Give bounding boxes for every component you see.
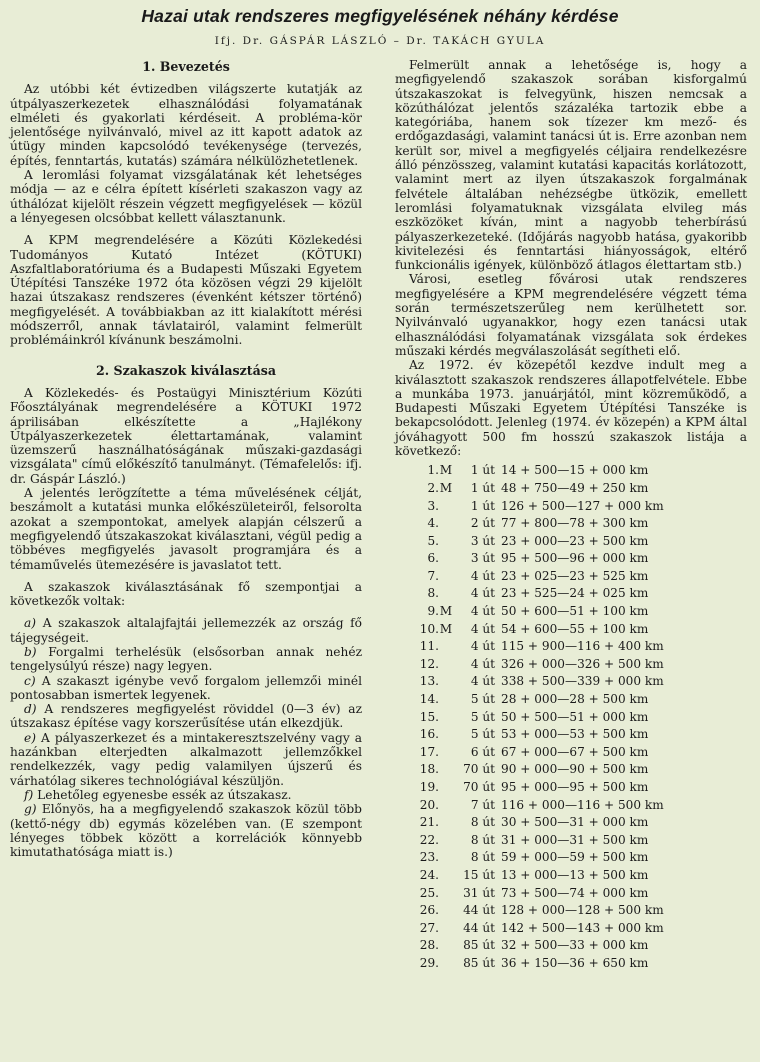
road-section-row [409,832,747,850]
road-section-row [409,744,747,762]
road-index: 17. [419,744,439,759]
road-km-range: 67 + 000—67 + 500 km [501,744,649,759]
road-motorway-mark [439,832,453,850]
criterion-letter: a) [24,616,37,631]
road-km-range: 95 + 500—96 + 000 km [501,551,649,566]
road-km-range: 115 + 900—116 + 400 km [501,639,664,654]
road-motorway-mark [439,498,453,516]
road-index: 6. [427,551,439,566]
road-km-range: 338 + 500—339 + 000 km [501,674,664,689]
paragraph: Az 1972. év közepétől kezdve indult meg a kiválasztott szakaszok rendszeres állapotfelvétele. Ebbe a munkába 1973. januárjától, mint közreműködő, a Budapesti Műszaki Egyetem Útépítési Tanszéke is bekapcsolódott. Jelenleg (1974. év közepén) a KPM által jóváhagyott 500 fm hosszú szakaszok listája a következő: [395,358,747,459]
paragraph: Az utóbbi két évtizedben világszerte kutatják az útpályaszerkezetek elhasználódási folyamatának elméleti és gyakorlati kérdéseit. A probléma-kör jelentősége nyilvánvaló, mivel az itt kapott adatok az útügy minden kapcsolódó tevékenysége (tervezés, építés, fenntartás, kutatás) számára nélkülözhetetlenek. [10,82,362,168]
road-motorway-mark [439,656,453,674]
road-section-row [409,726,747,744]
criterion-letter: f) [24,787,34,802]
road-number: 3 út [470,551,495,566]
road-section-row [409,691,747,709]
criterion-item [10,674,362,703]
road-number: 85 út [463,938,495,953]
road-motorway-mark: M [439,463,453,478]
criterion-text: Előnyös, ha a megfigyelendő szakaszok közül több (kettő-négy db) egymás közelében van. (E szempont lényeges többek között a korrelációk könnyebb kimutathatósága miatt is.) [10,802,362,860]
road-motorway-mark [439,920,453,938]
road-km-range: 126 + 500—127 + 000 km [501,498,664,513]
road-section-row [409,849,747,867]
road-km-range: 59 + 000—59 + 500 km [501,850,649,865]
road-index: 26. [419,903,439,918]
road-km-range: 50 + 500—51 + 000 km [501,709,649,724]
paragraph: A KPM megrendelésére a Közúti Közlekedési Tudományos Kutató Intézet (KÖTUKI) Aszfaltlaboratóriuma és a Budapesti Műszaki Egyetem Útépítési Tanszéke 1972 óta közösen végzi 29 kijelölt hazai útszakasz rendszeres (évenként kétszer történő) megfigyelését. A továbbiakban az itt kialakított mérési módszerről, annak távlatairól, valamint felmerült problémáinkról kívánunk beszámolni. [10,233,362,348]
road-motorway-mark [439,709,453,727]
road-number: 70 út [463,762,495,777]
road-motorway-mark [439,568,453,586]
road-motorway-mark [439,902,453,920]
road-section-row [409,621,747,639]
road-motorway-mark [439,797,453,815]
section-heading-introduction: 1. Bevezetés [142,59,230,74]
road-km-range: 77 + 800—78 + 300 km [501,516,649,531]
road-section-row [409,480,747,498]
road-section-row [409,797,747,815]
road-number: 5 út [470,727,495,742]
road-motorway-mark [439,849,453,867]
road-km-range: 32 + 500—33 + 000 km [501,938,649,953]
criterion-text: A szakaszok altalajfajtái jellemezzék az ország fő tájegységeit. [10,616,363,645]
road-km-range: 48 + 750—49 + 250 km [501,480,649,495]
road-number: 5 út [470,692,495,707]
road-index: 24. [419,867,439,882]
road-index: 1. [427,463,439,478]
road-section-row [409,550,747,568]
criterion-item [10,616,362,645]
road-section-row [409,867,747,885]
road-section-row [409,673,747,691]
road-motorway-mark [439,726,453,744]
criterion-letter: c) [24,673,36,688]
road-km-range: 128 + 000—128 + 500 km [501,903,664,918]
road-index: 23. [419,850,439,865]
road-section-row [409,515,747,533]
road-km-range: 50 + 600—51 + 100 km [501,604,649,619]
road-km-range: 36 + 150—36 + 650 km [501,955,649,970]
paragraph: A leromlási folyamat vizsgálatának két lehetséges módja — az e célra épített kísérleti szakaszon vagy az úthálózat kijelölt részein végzett megfigyelések — közül a lényegesen olcsóbbat kellett választanunk. [10,168,362,225]
road-number: 8 út [470,815,495,830]
road-motorway-mark [439,638,453,656]
road-motorway-mark [439,744,453,762]
road-index: 8. [427,586,439,601]
road-index: 20. [419,797,439,812]
road-number: 6 út [470,744,495,759]
road-km-range: 28 + 000—28 + 500 km [501,692,649,707]
road-index: 25. [419,885,439,900]
road-km-range: 73 + 500—74 + 000 km [501,885,649,900]
road-section-row [409,533,747,551]
road-motorway-mark [439,533,453,551]
road-motorway-mark [439,585,453,603]
road-number: 8 út [470,850,495,865]
road-number: 4 út [470,604,495,619]
road-section-row [409,761,747,779]
criteria-list [10,616,362,859]
road-number: 4 út [470,621,495,636]
road-index: 7. [427,568,439,583]
road-km-range: 23 + 025—23 + 525 km [501,568,649,583]
road-index: 5. [427,533,439,548]
road-motorway-mark: M [439,621,453,636]
road-section-row [409,814,747,832]
criterion-text: Forgalmi terhelésük (elsősorban annak nehéz tengelysúlyú része) nagy legyen. [10,644,362,674]
road-number: 4 út [470,639,495,654]
road-motorway-mark [439,885,453,903]
road-index: 14. [419,692,439,707]
criterion-item [10,731,362,788]
road-index: 15. [419,709,439,724]
road-number: 1 út [470,498,495,513]
road-km-range: 90 + 000—90 + 500 km [501,762,649,777]
road-motorway-mark [439,761,453,779]
road-index: 18. [419,762,439,777]
criterion-letter: g) [24,802,37,817]
paragraph: A szakaszok kiválasztásának fő szempontjai a következők voltak: [10,579,362,609]
road-motorway-mark [439,867,453,885]
criterion-item [10,788,362,802]
road-km-range: 23 + 525—24 + 025 km [501,586,649,601]
authors-line: Ifj. Dr. GÁSPÁR LÁSZLÓ – Dr. TAKÁCH GYULA [214,35,546,47]
road-number: 44 út [463,920,495,935]
road-section-list [409,462,747,972]
road-section-row [409,902,747,920]
road-index: 9. [427,604,439,619]
road-section-row [409,585,747,603]
paragraph: A jelentés lerögzítette a téma művelésének célját, beszámolt a kutatási munka előkészületeiről, felsorolta azokat a szempontokat, amelyek alapján célszerű a megfigyelendő útszakaszokat kiválasztani, végül pedig a többéves megfigyelés javasolt programjára és a témaművelés ütemezésére is javaslatot tett. [10,486,362,572]
road-number: 8 út [470,832,495,847]
road-section-row [409,709,747,727]
road-index: 2. [427,480,439,495]
road-index: 13. [419,674,439,689]
road-index: 19. [419,780,439,794]
road-number: 3 út [470,533,495,548]
road-number: 5 út [470,709,495,724]
road-section-row [409,955,747,973]
road-motorway-mark: M [439,604,453,619]
road-km-range: 95 + 000—95 + 500 km [501,780,649,794]
road-number: 31 út [463,885,495,900]
road-km-range: 116 + 000—116 + 500 km [501,797,664,812]
road-km-range: 54 + 600—55 + 100 km [501,621,649,636]
criterion-text: A rendszeres megfigyelést röviddel (0—3 év) az útszakasz építése vagy korszerűsítése után elkezdjük. [10,702,362,731]
road-km-range: 23 + 000—23 + 500 km [501,533,649,548]
road-number: 44 út [463,903,495,918]
criterion-item [10,645,362,674]
criterion-text: A szakaszt igénybe vevő forgalom jellemzői minél pontosabban ismertek legyenek. [10,673,362,702]
road-number: 4 út [470,568,495,583]
road-motorway-mark [439,779,453,797]
criterion-item [10,802,362,859]
road-motorway-mark [439,673,453,691]
road-motorway-mark [439,550,453,568]
road-index: 27. [419,920,439,935]
road-index: 28. [419,938,439,953]
road-number: 4 út [470,674,495,689]
road-km-range: 14 + 500—15 + 000 km [501,463,649,478]
criterion-letter: b) [24,644,37,659]
road-section-row [409,920,747,938]
criterion-letter: e) [24,730,36,745]
road-km-range: 326 + 000—326 + 500 km [501,656,664,671]
paragraph: Felmerült annak a lehetősége is, hogy a megfigyelendő szakaszok sorában kisforgalmú útszakaszokat is felvegyünk, hiszen nemcsak a közúthálózat jelentős százaléka tartozik ebbe a kategóriába, hanem sok tízezer km mező- és erdőgazdasági, valamint tanácsi út is. Erre azonban nem került sor, mivel a megfigyelés céljaira rendelkezésre álló pénzösszeg, valamint kutatási kapacitás korlátozott, valamint mert az ilyen útszakaszok forgalmának felvétele általában nehézségbe ütközik, emellett leromlási folyamatuknak vizsgálata elvileg más eszközöket kíván, mint a nagyobb teherbírású pályaszerkezeteké. (Időjárás nagyobb hatása, gyakoribb kivitelezési és fenntartási hiányosságok, eltérő funkcionális igények, különböző átlagos élettartam stb.) [395,58,747,273]
road-section-row [409,656,747,674]
road-motorway-mark [439,814,453,832]
road-index: 3. [427,498,439,513]
road-index: 29. [419,955,439,970]
road-index: 10. [419,621,439,636]
road-km-range: 13 + 000—13 + 500 km [501,867,649,882]
road-motorway-mark [439,955,453,973]
road-number: 1 út [470,463,495,478]
road-number: 4 út [470,586,495,601]
left-column [10,58,362,859]
road-index: 16. [419,727,439,742]
road-index: 4. [427,516,439,531]
criterion-text: A pályaszerkezet és a mintakeresztszelvény vagy a hazánkban elterjedten alkalmazott jellemzőkkel rendelkezzék, vagy pedig valamilyen újszerű és várhatólag sikeres technológiával készüljön. [10,730,363,788]
section-heading-selection: 2. Szakaszok kiválasztása [96,362,276,378]
road-motorway-mark [439,937,453,955]
road-section-row [409,937,747,955]
road-index: 21. [419,815,439,830]
road-section-row [409,638,747,656]
road-km-range: 142 + 500—143 + 000 km [501,920,664,935]
road-index: 11. [419,639,439,654]
road-section-row [409,885,747,903]
paragraph: A Közlekedés- és Postaügyi Minisztérium Közúti Főosztályának megrendelésére a KÖTUKI 1972 áprilisában elkészítette a „Hajlékony Útpályaszerkezetek élettartamának, valamint üzemszerű használhatóságának műszaki-gazdasági vizsgálata" című előkészítő tanulmányt. (Témafelelős: ifj. dr. Gáspár László.) [10,385,362,486]
criterion-item [10,702,362,731]
road-number: 4 út [470,656,495,671]
road-motorway-mark: M [439,480,453,495]
road-section-row [409,603,747,621]
road-km-range: 30 + 500—31 + 000 km [501,815,649,830]
article-title: Hazai utak rendszeres megfigyelésének néhány kérdése [141,6,619,26]
road-section-row [409,462,747,480]
road-section-row [409,779,747,797]
paragraph: Városi, esetleg fővárosi utak rendszeres megfigyelésére a KPM megrendelésére végzett téma során természetszerűleg nem kerülhetett sor. Nyilvánvaló ugyanakkor, hogy ezen tanácsi utak elhasználódási folyamatának vizsgálata sok érdekes műszaki kérdés megválaszolását segítheti elő. [395,272,747,358]
road-index: 22. [419,832,439,847]
road-number: 85 út [463,955,495,970]
road-km-range: 53 + 000—53 + 500 km [501,727,649,742]
right-column [395,58,747,973]
road-number: 7 út [470,797,495,812]
road-number: 1 út [470,480,495,495]
road-section-row [409,568,747,586]
road-number: 2 út [470,516,495,531]
road-number: 15 út [463,867,495,882]
road-index: 12. [419,656,439,671]
criterion-letter: d) [24,702,37,717]
criterion-text: Lehetőleg egyenesbe essék az útszakasz. [37,787,292,802]
road-number: 70 út [463,780,495,794]
road-motorway-mark [439,515,453,533]
road-section-row [409,498,747,516]
road-km-range: 31 + 000—31 + 500 km [501,832,649,847]
road-motorway-mark [439,691,453,709]
